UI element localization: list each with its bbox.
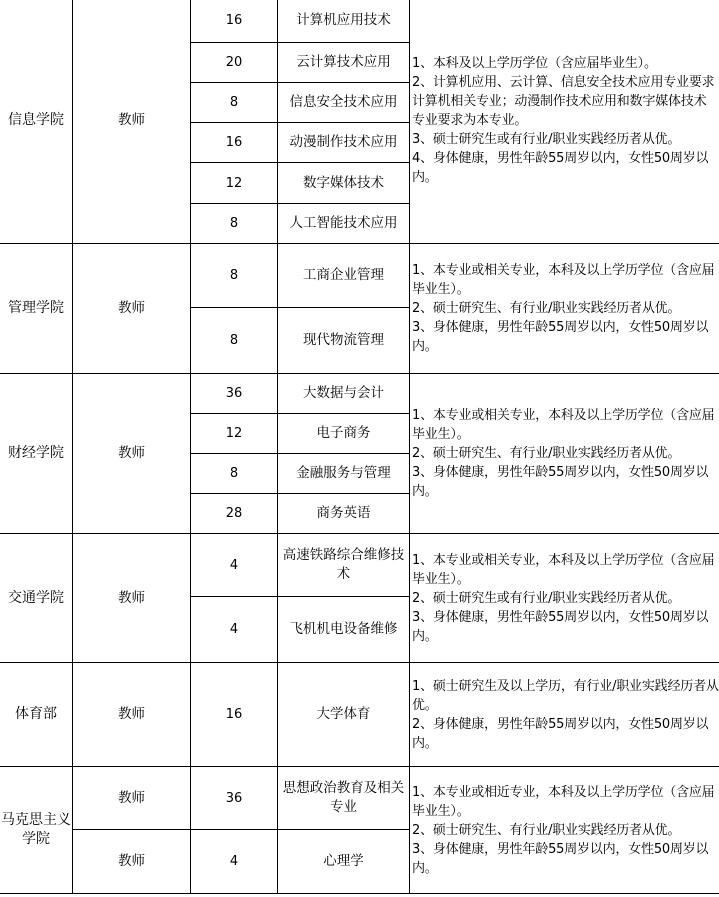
dept-cell: 信息学院 bbox=[0, 0, 73, 244]
count-cell: 16 bbox=[191, 663, 278, 767]
major-cell: 商务英语 bbox=[278, 494, 410, 534]
major-cell: 动漫制作技术应用 bbox=[278, 123, 410, 163]
requirements-cell: 1、本专业或相关专业，本科及以上学历学位（含应届毕业生）。 2、硕士研究生、有行业/职业实践经历者从优。 3、身体健康，男性年龄55周岁以内，女性50周岁以内。 bbox=[410, 244, 719, 374]
major-cell: 计算机应用技术 bbox=[278, 0, 410, 43]
table-row bbox=[0, 663, 719, 767]
count-cell: 36 bbox=[191, 374, 278, 414]
requirements-cell: 1、硕士研究生及以上学历，有行业/职业实践经历者从优。 2、身体健康，男性年龄55周岁以内，女性50周岁以内。 bbox=[410, 663, 719, 767]
count-cell: 8 bbox=[191, 204, 278, 244]
dept-cell: 管理学院 bbox=[0, 244, 73, 374]
count-cell: 12 bbox=[191, 414, 278, 454]
dept-cell: 交通学院 bbox=[0, 534, 73, 663]
dept-cell: 马克思主义学院 bbox=[0, 767, 73, 894]
position-cell: 教师 bbox=[73, 0, 191, 244]
major-cell: 电子商务 bbox=[278, 414, 410, 454]
major-cell: 心理学 bbox=[278, 830, 410, 894]
requirements-cell: 1、本专业或相近专业，本科及以上学历学位（含应届毕业生）。 2、硕士研究生、有行业/职业实践经历者从优。 3、身体健康，男性年龄55周岁以内，女性50周岁以内。 bbox=[410, 767, 719, 894]
major-cell: 大学体育 bbox=[278, 663, 410, 767]
count-cell: 16 bbox=[191, 123, 278, 163]
major-cell: 云计算技术应用 bbox=[278, 43, 410, 83]
count-cell: 8 bbox=[191, 308, 278, 374]
count-cell: 4 bbox=[191, 830, 278, 894]
major-cell: 现代物流管理 bbox=[278, 308, 410, 374]
table-row bbox=[0, 374, 719, 414]
major-cell: 高速铁路综合维修技术 bbox=[278, 534, 410, 597]
count-cell: 12 bbox=[191, 163, 278, 204]
count-cell: 4 bbox=[191, 534, 278, 597]
count-cell: 36 bbox=[191, 767, 278, 830]
dept-cell: 财经学院 bbox=[0, 374, 73, 534]
dept-cell: 体育部 bbox=[0, 663, 73, 767]
position-cell: 教师 bbox=[73, 534, 191, 663]
count-cell: 4 bbox=[191, 597, 278, 663]
requirements-cell: 1、本专业或相关专业，本科及以上学历学位（含应届毕业生）。 2、硕士研究生或有行业/职业实践经历者从优。 3、身体健康，男性年龄55周岁以内，女性50周岁以内。 bbox=[410, 534, 719, 663]
position-cell: 教师 bbox=[73, 830, 191, 894]
count-cell: 20 bbox=[191, 43, 278, 83]
requirements-cell: 1、本专业或相关专业，本科及以上学历学位（含应届毕业生）。 2、硕士研究生、有行业/职业实践经历者从优。 3、身体健康，男性年龄55周岁以内，女性50周岁以内。 bbox=[410, 374, 719, 534]
position-cell: 教师 bbox=[73, 374, 191, 534]
major-cell: 工商企业管理 bbox=[278, 244, 410, 308]
count-cell: 8 bbox=[191, 83, 278, 123]
major-cell: 思想政治教育及相关专业 bbox=[278, 767, 410, 830]
table-row bbox=[0, 0, 719, 43]
major-cell: 人工智能技术应用 bbox=[278, 204, 410, 244]
position-cell: 教师 bbox=[73, 663, 191, 767]
count-cell: 8 bbox=[191, 244, 278, 308]
major-cell: 信息安全技术应用 bbox=[278, 83, 410, 123]
count-cell: 16 bbox=[191, 0, 278, 43]
major-cell: 金融服务与管理 bbox=[278, 454, 410, 494]
count-cell: 8 bbox=[191, 454, 278, 494]
table-row bbox=[0, 534, 719, 597]
table-row bbox=[0, 244, 719, 308]
major-cell: 飞机机电设备维修 bbox=[278, 597, 410, 663]
major-cell: 大数据与会计 bbox=[278, 374, 410, 414]
position-cell: 教师 bbox=[73, 767, 191, 830]
position-cell: 教师 bbox=[73, 244, 191, 374]
table-row bbox=[0, 767, 719, 830]
count-cell: 28 bbox=[191, 494, 278, 534]
major-cell: 数字媒体技术 bbox=[278, 163, 410, 204]
requirements-cell: 1、本科及以上学历学位（含应届毕业生）。 2、计算机应用、云计算、信息安全技术应用专业要求计算机相关专业；动漫制作技术应用和数字媒体技术专业要求为本专业。 3、硕士研究生或有行业/职业实践经历者从优。 4、身体健康，男性年龄55周岁以内，女性50周岁以内。 bbox=[410, 0, 719, 244]
